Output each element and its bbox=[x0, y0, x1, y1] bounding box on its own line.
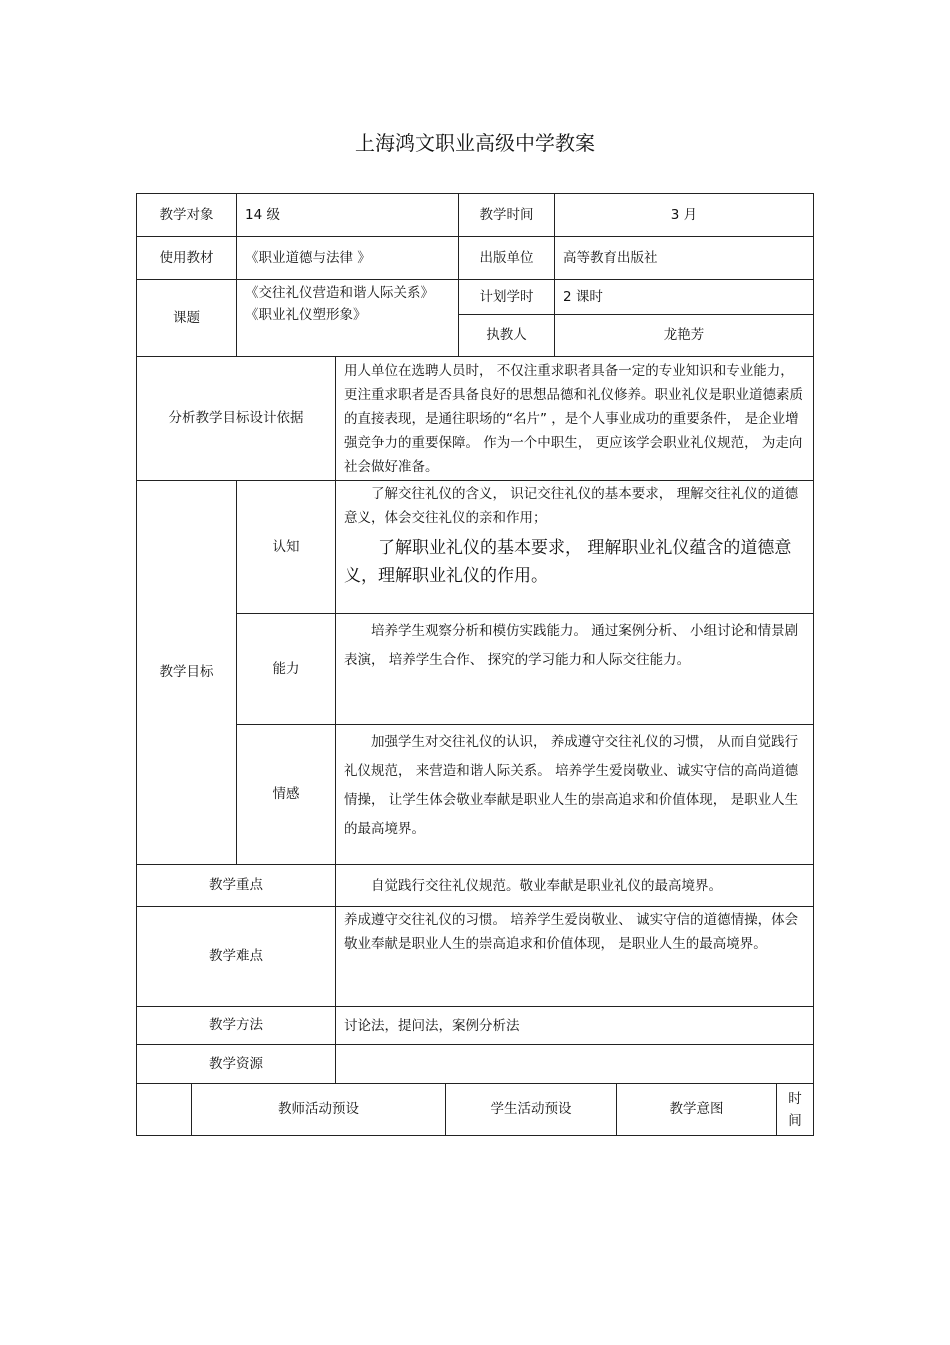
textbook-label: 使用教材 bbox=[136, 236, 237, 280]
publisher-value: 高等教育出版社 bbox=[554, 236, 814, 280]
goals-label: 教学目标 bbox=[136, 480, 237, 865]
cognition-label: 认知 bbox=[236, 480, 336, 614]
cognition-text-2: 了解职业礼仪的基本要求， 理解职业礼仪蕴含的道德意义，理解职业礼仪的作用。 bbox=[344, 538, 792, 586]
intent-header: 教学意图 bbox=[616, 1083, 777, 1136]
key-point-text: 自觉践行交往礼仪规范。敬业奉献是职业礼仪的最高境界。 bbox=[335, 864, 814, 907]
topic-value bbox=[236, 279, 459, 357]
target-label: 教学对象 bbox=[136, 193, 237, 237]
teacher-label: 执教人 bbox=[458, 314, 555, 357]
teacher-value: 龙艳芳 bbox=[554, 314, 814, 357]
cognition-text bbox=[335, 480, 814, 614]
emotion-label: 情感 bbox=[236, 724, 336, 865]
method-label: 教学方法 bbox=[136, 1006, 336, 1045]
resources-text bbox=[335, 1044, 814, 1084]
ability-label: 能力 bbox=[236, 613, 336, 725]
topic-label: 课题 bbox=[136, 279, 237, 357]
target-value: 14 级 bbox=[236, 193, 459, 237]
publisher-label: 出版单位 bbox=[458, 236, 555, 280]
student-activity-header: 学生活动预设 bbox=[445, 1083, 617, 1136]
emotion-text: 加强学生对交往礼仪的认识， 养成遵守交往礼仪的习惯， 从而自觉践行礼仪规范， 来营造和谐人际关系。 培养学生爱岗敬业、诚实守信的高尚道德情操， 让学生体会敬业奉献是职业人生的崇高追求和价值体现， 是职业人生的最高境界。 bbox=[335, 724, 814, 865]
difficulty-label: 教学难点 bbox=[136, 906, 336, 1007]
time-label: 教学时间 bbox=[458, 193, 555, 237]
ability-text: 培养学生观察分析和模仿实践能力。 通过案例分析、 小组讨论和情景剧表演， 培养学生合作、 探究的学习能力和人际交往能力。 bbox=[335, 613, 814, 725]
method-text: 讨论法，提问法，案例分析法 bbox=[335, 1006, 814, 1045]
topic-line-2: 《职业礼仪塑形象》 bbox=[245, 307, 367, 323]
cognition-text-1: 了解交往礼仪的含义， 识记交往礼仪的基本要求， 理解交往礼仪的道德意义，体会交往礼仪的亲和作用； bbox=[344, 486, 799, 526]
hours-value: 2 课时 bbox=[554, 279, 814, 315]
key-point-label: 教学重点 bbox=[136, 864, 336, 907]
hours-label: 计划学时 bbox=[458, 279, 555, 315]
document-title: 上海鸿文职业高级中学教案 bbox=[355, 131, 595, 155]
topic-line-1: 《交往礼仪营造和谐人际关系》 bbox=[245, 285, 434, 301]
teacher-activity-header: 教师活动预设 bbox=[191, 1083, 446, 1136]
activity-blank-cell bbox=[136, 1083, 192, 1136]
time-header: 时间 bbox=[776, 1083, 814, 1136]
textbook-value: 《职业道德与法律 》 bbox=[236, 236, 459, 280]
resources-label: 教学资源 bbox=[136, 1044, 336, 1084]
analysis-text: 用人单位在选聘人员时， 不仅注重求职者具备一定的专业知识和专业能力，更注重求职者是否具备良好的思想品德和礼仪修养。职业礼仪是职业道德素质的直接表现，是通往职场的“名片” ，是个人事业成功的重要条件， 是企业增强竞争力的重要保障。 作为一个中职生， 更应该学会职业礼仪规范， 为走向社会做好准备。 bbox=[335, 356, 814, 481]
difficulty-text: 养成遵守交往礼仪的习惯。 培养学生爱岗敬业、 诚实守信的道德情操，体会敬业奉献是职业人生的崇高追求和价值体现， 是职业人生的最高境界。 bbox=[335, 906, 814, 1007]
analysis-label: 分析教学目标设计依据 bbox=[136, 356, 336, 481]
time-value: 3 月 bbox=[554, 193, 814, 237]
